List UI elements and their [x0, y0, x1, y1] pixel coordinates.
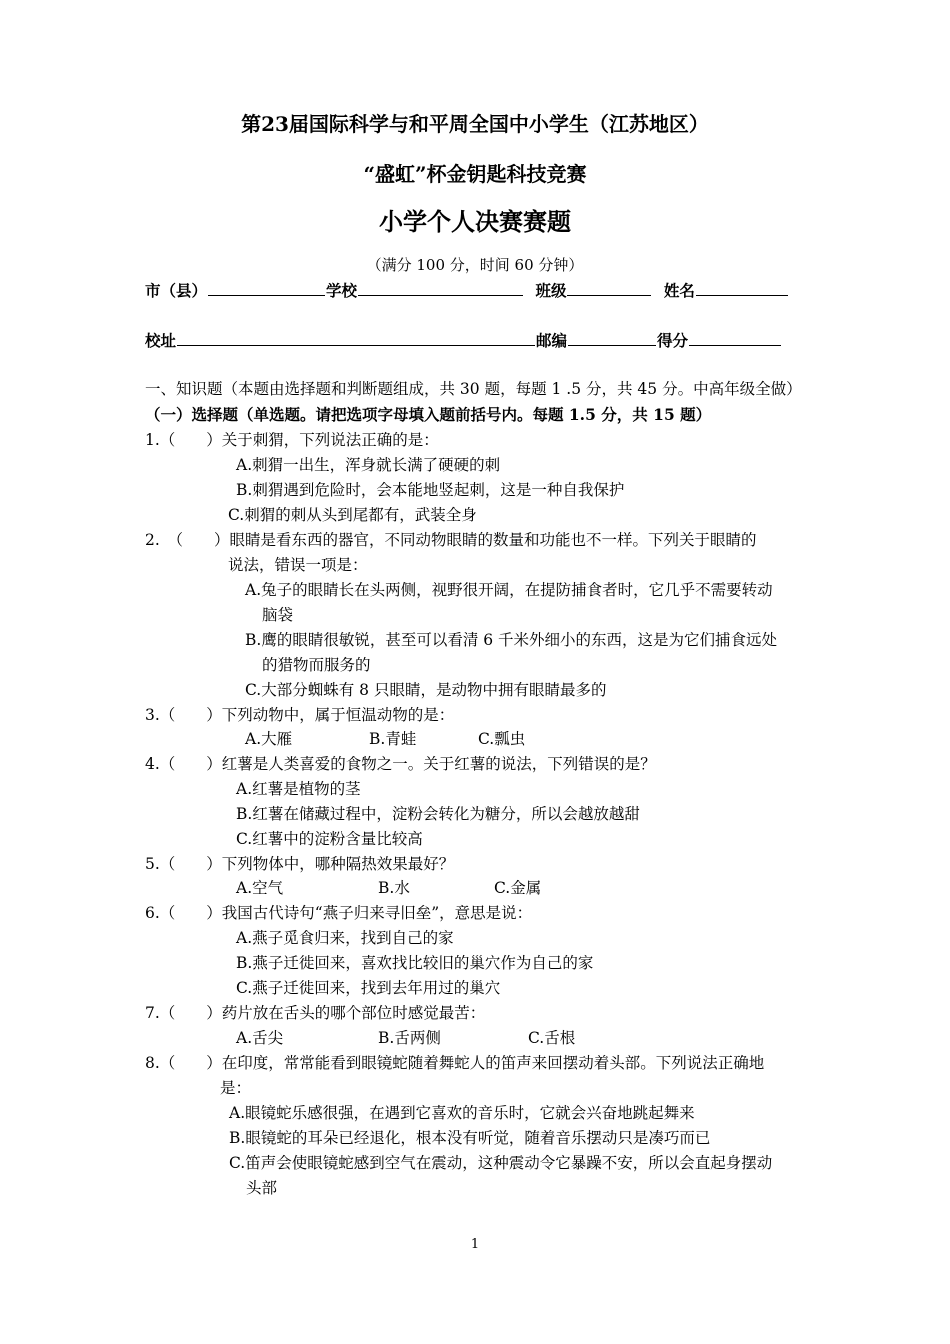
school-label: 学校: [326, 281, 358, 300]
section-subheading: （一）选择题（单选题。请把选项字母填入题前括号内。每题 1.5 分，共 15 题）: [145, 405, 712, 424]
question-option-cont: 头部: [246, 1179, 278, 1197]
question-stem-cont: 说法，错误一项是：: [228, 556, 368, 574]
question-option: B.刺猬遇到危险时，会本能地竖起刺，这是一种自我保护: [236, 481, 625, 499]
question-option: A.刺猬一出生，浑身就长满了硬硬的刺: [236, 456, 501, 474]
page-number: 1: [470, 1237, 480, 1252]
title-line-2: “盛虹”杯金钥匙科技竞赛: [363, 162, 587, 186]
question-option: C.金属: [494, 879, 542, 897]
question-option: C.刺猬的刺从头到尾都有，武装全身: [228, 506, 477, 524]
address-label: 校址: [145, 331, 177, 350]
question-option: A.大雁: [245, 730, 293, 748]
question-option: B.眼镜蛇的耳朵已经退化，根本没有听觉，随着音乐摆动只是凑巧而已: [229, 1129, 711, 1147]
exam-info: （满分 100 分，时间 60 分钟）: [366, 256, 584, 274]
question-option: B.红薯在储藏过程中，淀粉会转化为糖分，所以会越放越甜: [236, 805, 640, 823]
question-option: A.兔子的眼睛长在头两侧，视野很开阔，在提防捕食者时，它几乎不需要转动: [245, 581, 773, 599]
question-option: B.水: [378, 879, 410, 897]
question-option: C.红薯中的淀粉含量比较高: [236, 830, 423, 848]
question-stem: 4.（ ）红薯是人类喜爱的食物之一。关于红薯的说法，下列错误的是？: [145, 755, 656, 773]
question-stem: 7.（ ）药片放在舌头的哪个部位时感觉最苦：: [145, 1004, 486, 1022]
question-option: C.燕子迁徙回来，找到去年用过的巢穴: [236, 979, 501, 997]
question-option: C.笛声会使眼镜蛇感到空气在震动，这种震动令它暴躁不安，所以会直起身摆动: [229, 1154, 773, 1172]
address-field[interactable]: [177, 330, 535, 346]
question-option: C.大部分蜘蛛有 8 只眼睛，是动物中拥有眼睛最多的: [245, 681, 607, 699]
city-label: 市（县）: [145, 281, 208, 300]
question-option: A.燕子觅食归来，找到自己的家: [236, 929, 454, 947]
question-stem: 2. （ ）眼睛是看东西的器官，不同动物眼睛的数量和功能也不一样。下列关于眼睛的: [145, 531, 757, 549]
question-stem: 8.（ ）在印度，常常能看到眼镜蛇随着舞蛇人的笛声来回摆动着头部。下列说法正确地: [145, 1054, 765, 1072]
page-title: 小学个人决赛赛题: [379, 207, 571, 236]
form-row-2: [145, 329, 782, 351]
score-label: 得分: [657, 331, 689, 350]
class-label: 班级: [535, 281, 567, 300]
question-stem: 6.（ ）我国古代诗句“燕子归来寻旧垒”，意思是说：: [145, 904, 533, 922]
question-option-cont: 脑袋: [262, 606, 294, 624]
zip-field[interactable]: [568, 330, 656, 346]
score-field[interactable]: [689, 330, 781, 346]
question-option: B.燕子迁徙回来，喜欢找比较旧的巢穴作为自己的家: [236, 954, 594, 972]
question-stem-cont: 是：: [220, 1079, 252, 1097]
question-option: B.青蛙: [369, 730, 417, 748]
question-option-cont: 的猎物而服务的: [262, 656, 371, 674]
name-field[interactable]: [696, 280, 788, 296]
question-stem: 5.（ ）下列物体中，哪种隔热效果最好？: [145, 855, 455, 873]
question-option: C.瓢虫: [478, 730, 526, 748]
section-heading: 一、知识题（本题由选择题和判断题组成，共 30 题，每题 1 .5 分，共 45 分。中高年级全做）: [145, 380, 802, 398]
question-option: B.舌两侧: [378, 1029, 441, 1047]
name-label: 姓名: [663, 281, 695, 300]
class-field[interactable]: [567, 280, 651, 296]
form-row-1: [145, 279, 789, 301]
question-option: A.空气: [236, 879, 284, 897]
question-option: A.舌尖: [236, 1029, 284, 1047]
question-option: A.眼镜蛇乐感很强，在遇到它喜欢的音乐时，它就会兴奋地跳起舞来: [229, 1104, 695, 1122]
zip-label: 邮编: [536, 331, 568, 350]
question-option: C.舌根: [528, 1029, 576, 1047]
question-option: B.鹰的眼睛很敏锐，甚至可以看清 6 千米外细小的东西，这是为它们捕食远处: [245, 631, 778, 649]
question-option: A.红薯是植物的茎: [236, 780, 361, 798]
question-stem: 1.（ ）关于刺猬，下列说法正确的是：: [145, 431, 439, 449]
question-stem: 3.（ ）下列动物中，属于恒温动物的是：: [145, 706, 455, 724]
title-line-1: 第23届国际科学与和平周全国中小学生（江苏地区）: [241, 112, 709, 136]
city-field[interactable]: [208, 280, 325, 296]
school-field[interactable]: [358, 280, 523, 296]
